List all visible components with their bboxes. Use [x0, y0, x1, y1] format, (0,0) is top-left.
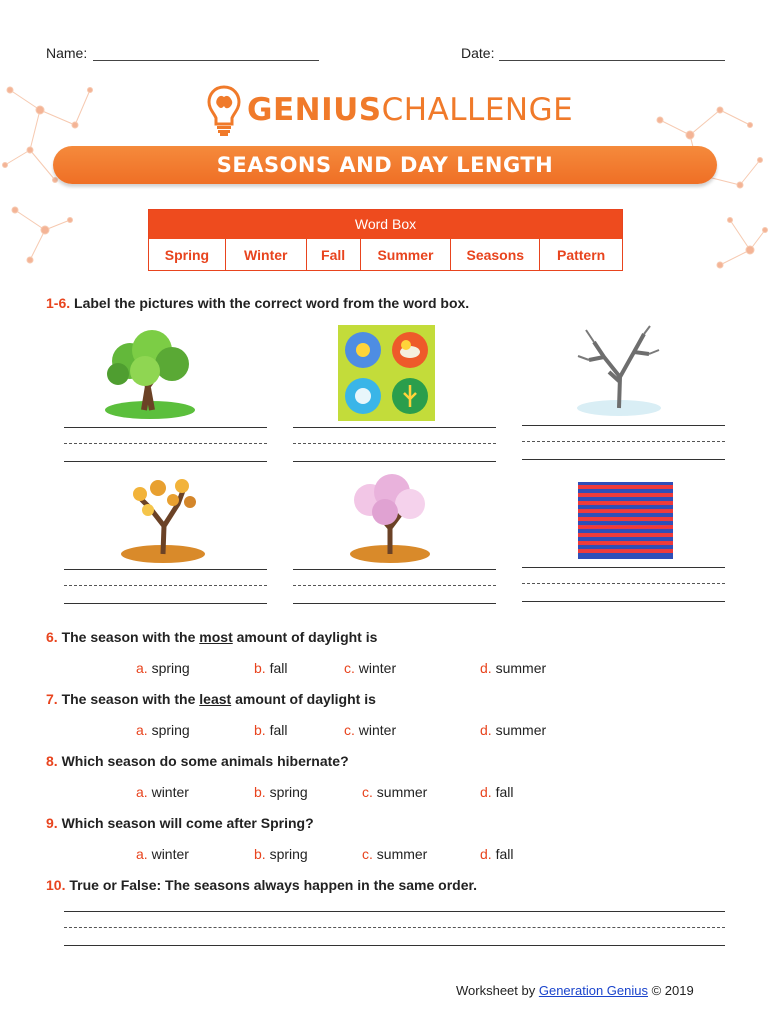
option-a[interactable]: a. winter	[136, 846, 189, 862]
answer-line-dashed	[293, 585, 496, 586]
answer-line-dashed	[64, 927, 725, 928]
question-10: 10. True or False: The seasons always happen in the same order.	[46, 877, 478, 893]
name-field[interactable]	[93, 60, 319, 61]
option-c[interactable]: c. winter	[344, 660, 397, 676]
option-c[interactable]: c. summer	[362, 846, 428, 862]
question-6: 6. The season with the most amount of daylight is	[46, 629, 378, 645]
answer-line[interactable]	[64, 911, 725, 912]
answer-line[interactable]	[522, 567, 725, 568]
fall-tree-icon	[118, 470, 210, 564]
word-box-item: Fall	[306, 239, 360, 270]
answer-line-dashed	[522, 583, 725, 584]
answer-line[interactable]	[64, 427, 267, 428]
option-d[interactable]: d. fall	[480, 846, 514, 862]
answer-line	[522, 601, 725, 602]
question-7: 7. The season with the least amount of daylight is	[46, 691, 376, 707]
answer-line[interactable]	[293, 427, 496, 428]
answer-line	[64, 461, 267, 462]
option-b[interactable]: b. fall	[254, 722, 288, 738]
spring-tree-icon	[340, 470, 436, 564]
name-label: Name:	[46, 45, 88, 61]
answer-line	[522, 459, 725, 460]
generation-genius-link[interactable]: Generation Genius	[538, 983, 648, 998]
word-box-item: Pattern	[539, 239, 622, 270]
footer-credit: Worksheet by Generation Genius © 2019	[456, 983, 694, 998]
title-banner	[53, 146, 717, 184]
option-d[interactable]: d. summer	[480, 722, 547, 738]
word-box-item: Seasons	[450, 239, 539, 270]
option-a[interactable]: a. spring	[136, 722, 190, 738]
answer-line	[64, 603, 267, 604]
option-b[interactable]: b. spring	[254, 846, 308, 862]
answer-line	[293, 461, 496, 462]
four-seasons-icon	[338, 325, 435, 421]
word-box-item: Winter	[225, 239, 306, 270]
option-d[interactable]: d. fall	[480, 784, 514, 800]
answer-line	[293, 603, 496, 604]
question-8: 8. Which season do some animals hibernate?	[46, 753, 349, 769]
word-box	[148, 209, 623, 271]
answer-line-dashed	[522, 441, 725, 442]
stripes-pattern-icon	[578, 482, 673, 559]
answer-line	[64, 945, 725, 946]
option-a[interactable]: a. spring	[136, 660, 190, 676]
date-label: Date:	[461, 45, 495, 61]
answer-line-dashed	[64, 443, 267, 444]
answer-line[interactable]	[522, 425, 725, 426]
answer-line-dashed	[293, 443, 496, 444]
option-a[interactable]: a. winter	[136, 784, 189, 800]
date-field[interactable]	[499, 60, 725, 61]
option-c[interactable]: c. summer	[362, 784, 428, 800]
word-box-item: Spring	[164, 246, 210, 263]
option-b[interactable]: b. fall	[254, 660, 288, 676]
winter-tree-icon	[564, 322, 664, 418]
word-box-item: Summer	[360, 239, 451, 270]
option-c[interactable]: c. winter	[344, 722, 397, 738]
answer-line[interactable]	[293, 569, 496, 570]
answer-line-dashed	[64, 585, 267, 586]
instruction: 1-6. Label the pictures with the correct word from the word box.	[46, 295, 470, 311]
brain-lightbulb-icon	[206, 84, 242, 141]
option-d[interactable]: d. summer	[480, 660, 547, 676]
question-9: 9. Which season will come after Spring?	[46, 815, 314, 831]
logo-wordmark: GENIUSCHALLENGE	[247, 92, 574, 128]
page-title: SEASONS AND DAY LENGTH	[216, 153, 554, 177]
answer-line[interactable]	[64, 569, 267, 570]
word-box-heading: Word Box	[149, 210, 622, 239]
summer-tree-icon	[100, 326, 198, 420]
option-b[interactable]: b. spring	[254, 784, 308, 800]
